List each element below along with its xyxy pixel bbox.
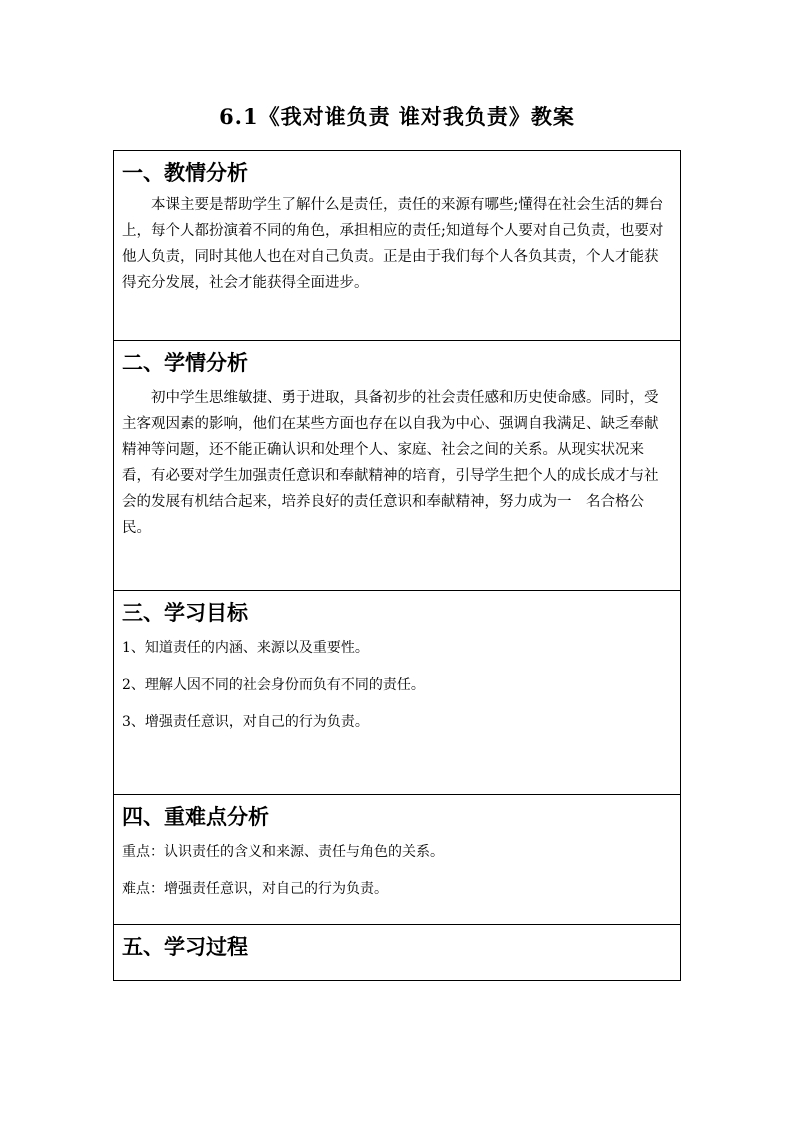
- difficult-point-item: 难点：增强责任意识，对自己的行为负责。: [122, 881, 388, 897]
- section-student-analysis: [114, 341, 681, 591]
- objective-item: 1、知道责任的内涵、来源以及重要性。: [122, 640, 369, 656]
- section-learning-objectives: [114, 591, 681, 795]
- section-teaching-analysis: [114, 151, 681, 341]
- section-body: 本课主要是帮助学生了解什么是责任，责任的来源有哪些;懂得在社会生活的舞台上，每个人都扮演着不同的角色，承担相应的责任;知道每个人要对自己负责，也要对他人负责，同时其他人也在对自己负责。正是由于我们每个人各负其责，个人才能获得充分发展，社会才能获得全面进步。: [122, 197, 664, 291]
- section-heading: 二、学情分析: [122, 350, 248, 375]
- section-heading: 三、学习目标: [122, 600, 248, 625]
- section-heading: 四、重难点分析: [122, 804, 269, 829]
- objective-item: 2、理解人因不同的社会身份而负有不同的责任。: [122, 677, 425, 693]
- key-point-item: 重点：认识责任的含义和来源、责任与角色的关系。: [122, 844, 444, 860]
- section-heading: 一、教情分析: [122, 160, 248, 185]
- section-heading: 五、学习过程: [122, 934, 248, 959]
- section-learning-process: [114, 925, 681, 981]
- lesson-plan-table: [113, 150, 681, 981]
- section-key-difficult-points: [114, 795, 681, 925]
- document-title: 6.1《我对谁负责 谁对我负责》教案: [219, 104, 575, 129]
- section-body: 初中学生思维敏捷、勇于进取，具备初步的社会责任感和历史使命感。同时，受主客观因素的影响，他们在某些方面也存在以自我为中心、强调自我满足、缺乏奉献精神等问题，还不能正确认识和处理个人、家庭、社会之间的关系。从现实状况来看，有必要对学生加强责任意识和奉献精神的培育，引导学生把个人的成长成才与社会的发展有机结合起来，培养良好的责任意识和奉献精神，努力成为一 名合格公民。: [122, 390, 659, 536]
- objective-item: 3、增强责任意识，对自己的行为负责。: [122, 714, 369, 730]
